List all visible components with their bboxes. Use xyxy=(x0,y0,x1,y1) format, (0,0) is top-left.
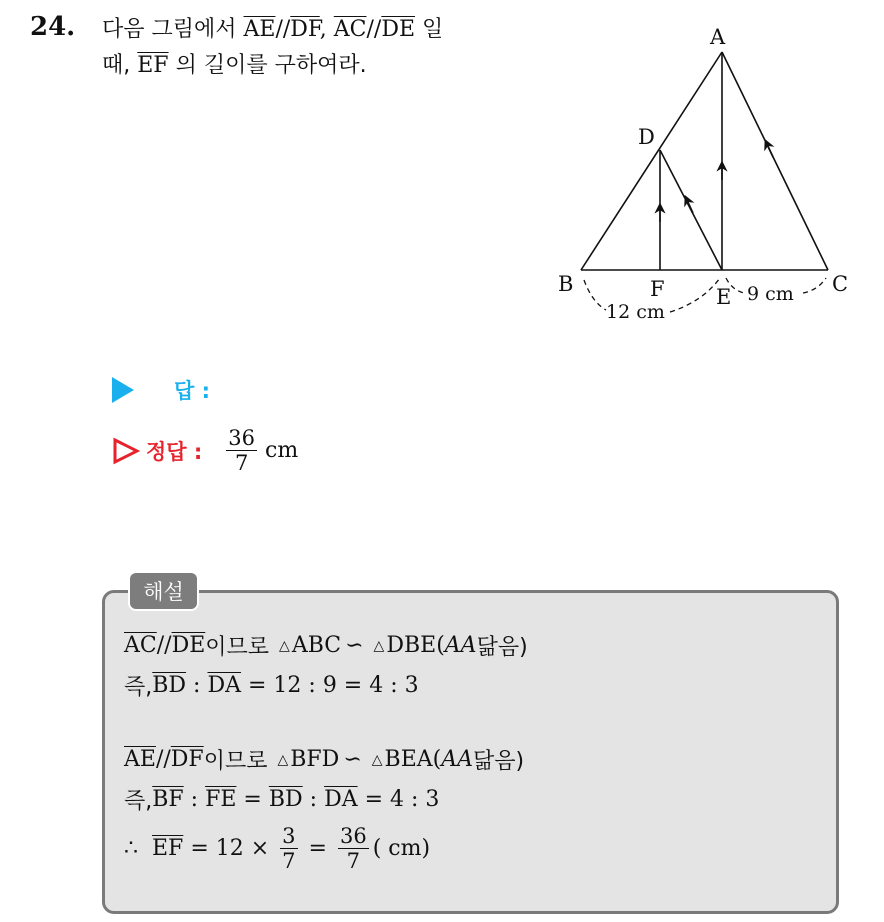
segment-df: $\overline{DF}$ xyxy=(290,17,320,42)
label-f: F xyxy=(650,277,665,301)
similarity-text: 닮음) xyxy=(473,749,525,774)
question-line-1 xyxy=(102,12,542,48)
segment-ac: $\overline{AC}$ xyxy=(124,633,157,658)
solution-line-3 xyxy=(124,744,524,775)
question-line2-pre: 때, xyxy=(102,53,138,78)
correct-fraction-numerator: 36 xyxy=(228,426,256,450)
because-text: 이므로 xyxy=(205,635,270,660)
segment-de: $\overline{DE}$ xyxy=(381,17,416,42)
parallel-arrow-ac xyxy=(767,144,773,157)
answer-row xyxy=(112,372,210,408)
equation-part: = 12 × xyxy=(183,836,277,861)
ratio-result: = 12 : 9 = 4 : 3 xyxy=(241,673,419,698)
fraction-numerator: 36 xyxy=(339,824,367,848)
because-text: 이므로 xyxy=(203,749,268,774)
triangle-bea: BEA xyxy=(384,747,433,772)
aa-text: AA xyxy=(441,747,474,772)
answer-label: 답 : xyxy=(174,379,210,403)
side-ba xyxy=(581,52,722,270)
answer-triangle-icon xyxy=(112,377,134,403)
segment-de: $\overline{DE}$ xyxy=(171,633,206,658)
label-d: D xyxy=(638,125,655,149)
dim-arc-be-right xyxy=(670,278,720,312)
triangle-dbe: DBE xyxy=(386,633,437,658)
solution-title-badge: 해설 xyxy=(128,571,199,611)
triangle-symbol: △ xyxy=(279,637,290,654)
segment-bd: $\overline{BD}$ xyxy=(152,673,187,698)
fraction-denominator: 7 xyxy=(346,849,361,873)
side-ac xyxy=(722,52,828,270)
parallel-sign: // xyxy=(275,17,291,42)
correct-fraction xyxy=(226,426,257,475)
correct-fraction-denominator: 7 xyxy=(234,451,249,475)
correct-unit: cm xyxy=(265,438,299,463)
segment-da: $\overline{DA}$ xyxy=(207,673,241,698)
correct-label: 정답 : xyxy=(146,439,203,464)
ratio-result: = 4 : 3 xyxy=(357,787,440,812)
comma: , xyxy=(319,17,334,42)
colon: : xyxy=(183,787,206,812)
solution-line-4 xyxy=(124,784,439,815)
segment-bd: $\overline{BD}$ xyxy=(268,787,303,812)
similarity-text: 닮음) xyxy=(476,635,528,660)
fraction-36-7 xyxy=(338,824,369,873)
segment-ae: $\overline{AE}$ xyxy=(243,17,276,42)
correct-value xyxy=(222,426,298,475)
solution-line-1 xyxy=(124,630,528,661)
label-b: B xyxy=(558,272,574,296)
similar-symbol: ∽ xyxy=(343,747,362,772)
dim-arc-ec-right xyxy=(803,278,826,293)
segment-fe: $\overline{FE}$ xyxy=(205,787,237,812)
dim-arc-be-left xyxy=(584,280,606,310)
fraction-denominator: 7 xyxy=(282,849,296,873)
thus-text: 즉, xyxy=(124,789,153,814)
triangle-figure xyxy=(550,20,860,330)
question-line2-post: 의 길이를 구하여라. xyxy=(168,53,367,78)
parallel-sign: // xyxy=(155,747,171,772)
question-line-2 xyxy=(102,48,542,84)
solution-line-2 xyxy=(124,670,419,701)
parallel-sign: // xyxy=(156,633,172,658)
question-line1-post: 일 xyxy=(415,17,444,42)
thus-text: 즉, xyxy=(124,675,153,700)
paren-open: ( xyxy=(432,747,442,772)
label-a: A xyxy=(710,25,726,49)
label-c: C xyxy=(832,272,849,296)
parallel-arrow-de xyxy=(687,200,693,213)
paren-open: ( xyxy=(436,633,445,658)
segment-ef: $\overline{EF}$ xyxy=(152,836,184,861)
segment-ef: $\overline{EF}$ xyxy=(137,53,169,78)
triangle-symbol: △ xyxy=(371,751,383,768)
segment-ae: $\overline{AE}$ xyxy=(124,747,156,772)
triangle-bfd: BFD xyxy=(290,747,340,772)
segment-df: $\overline{DF}$ xyxy=(170,747,204,772)
aa-text: AA xyxy=(444,633,477,658)
fraction-numerator: 3 xyxy=(282,824,296,848)
question-line1-pre: 다음 그림에서 xyxy=(102,17,244,42)
colon: : xyxy=(302,787,325,812)
segment-bf: $\overline{BF}$ xyxy=(152,787,184,812)
segment-ac: $\overline{AC}$ xyxy=(333,17,367,42)
triangle-abc: ABC xyxy=(291,633,342,658)
solution-line-5 xyxy=(124,824,430,873)
correct-triangle-outline-icon xyxy=(112,437,140,465)
unit-cm: ( cm) xyxy=(372,836,431,861)
question-text xyxy=(102,12,542,84)
fraction-3-7 xyxy=(280,824,297,873)
equals: = xyxy=(236,787,269,812)
segment-da: $\overline{DA}$ xyxy=(324,787,358,812)
correct-answer-row xyxy=(112,426,298,475)
question-number: 24. xyxy=(30,12,76,42)
label-e: E xyxy=(716,285,732,309)
colon: : xyxy=(186,673,208,698)
parallel-sign: // xyxy=(366,17,382,42)
equals: = xyxy=(301,836,334,861)
length-be: 12 cm xyxy=(606,301,665,323)
similar-symbol: ∽ xyxy=(345,633,364,658)
therefore-symbol: ∴ xyxy=(124,836,138,861)
triangle-symbol: △ xyxy=(373,637,385,654)
triangle-symbol: △ xyxy=(277,751,289,768)
length-ec: 9 cm xyxy=(747,283,794,305)
